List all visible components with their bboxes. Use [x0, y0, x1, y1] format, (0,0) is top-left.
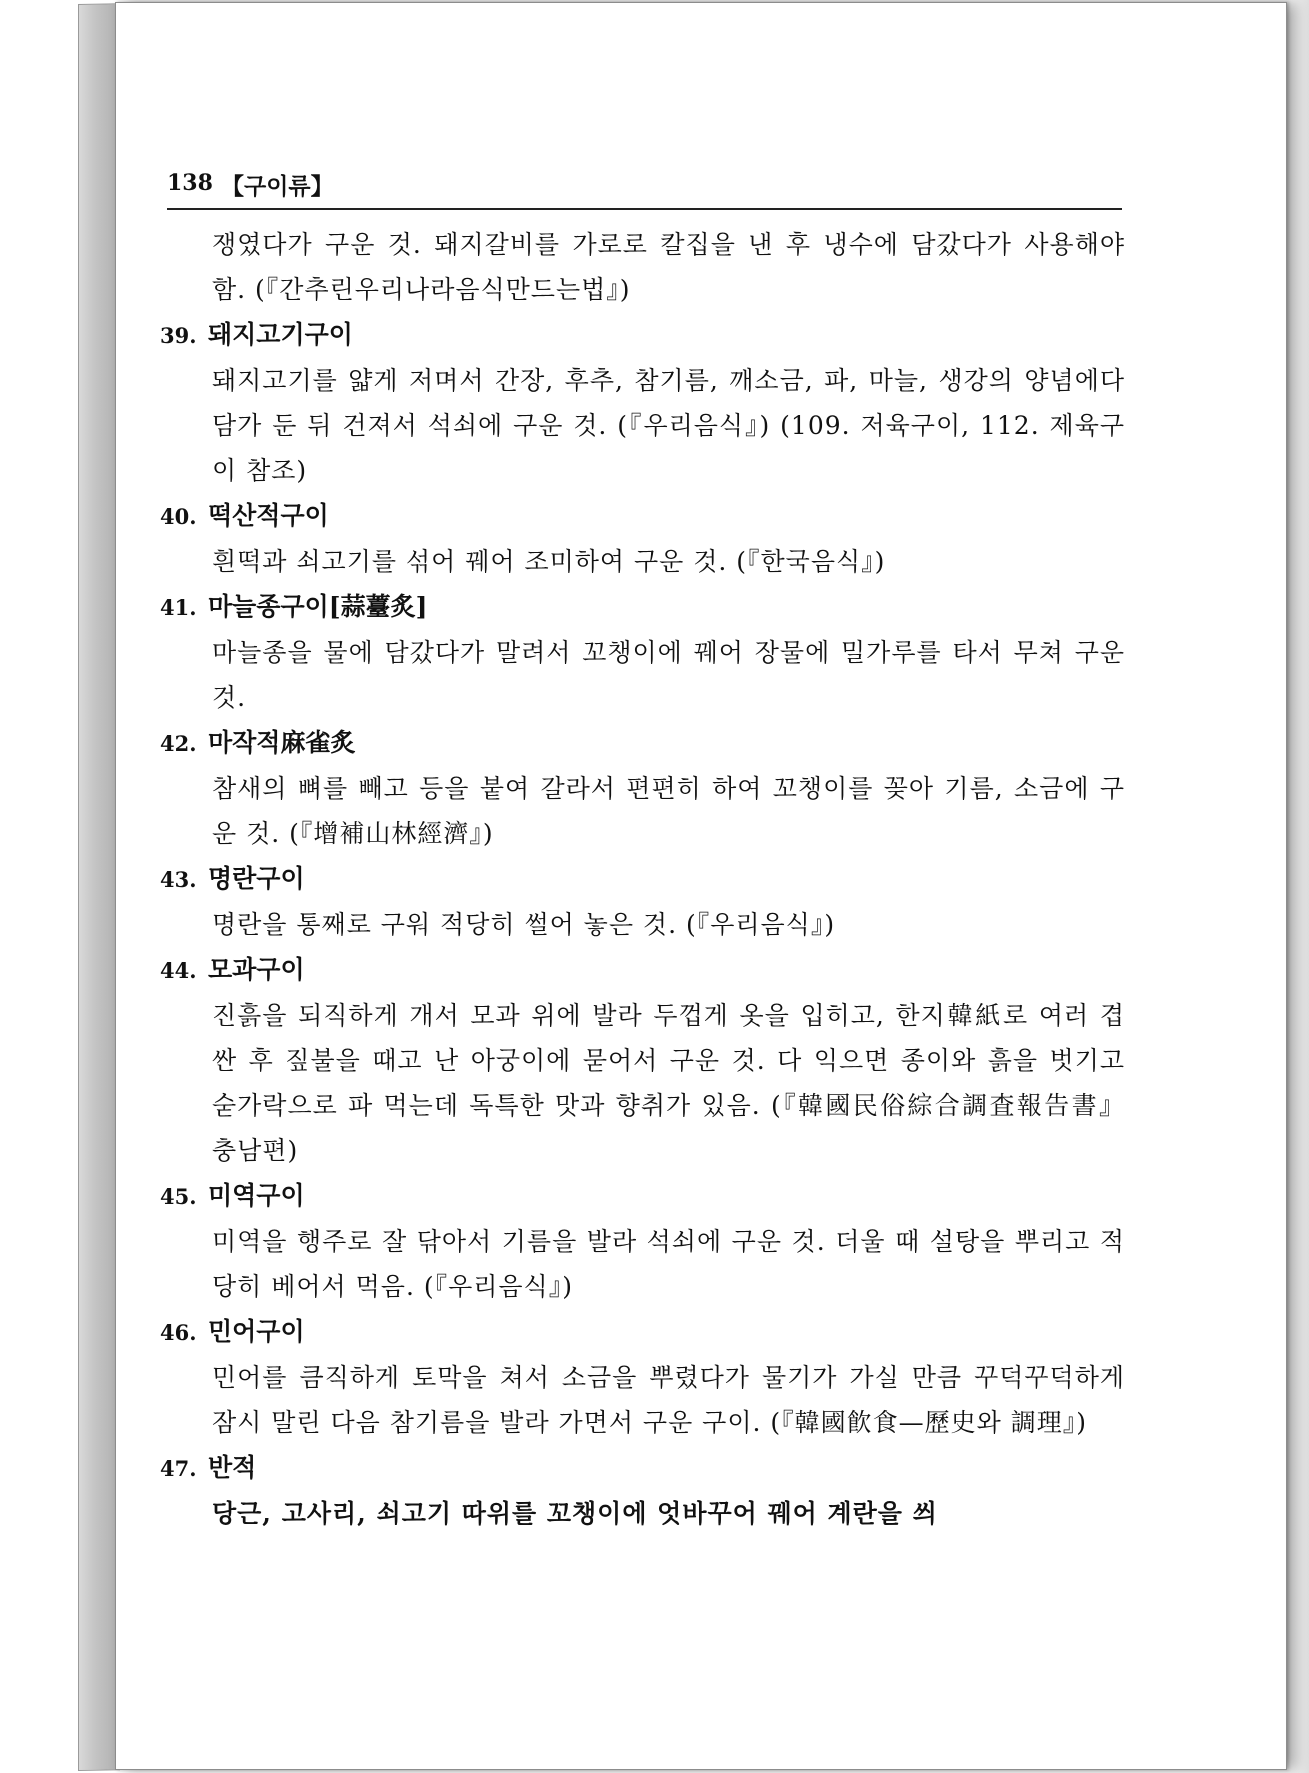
- entry-description: 당근, 고사리, 쇠고기 따위를 꼬챙이에 엇바꾸어 꿰어 계란을 씌: [212, 1499, 938, 1528]
- entry-number: 41.: [160, 595, 197, 620]
- entry-description: 마늘종을 물에 담갔다가 말려서 꼬챙이에 꿰어 장물에 밀가루를 타서 무쳐 구운 것.: [212, 638, 1125, 712]
- chapter-title: 【구이류】: [221, 173, 334, 200]
- entry-title: 반적: [208, 1453, 257, 1482]
- entry-number: 39.: [160, 323, 197, 348]
- continuation-paragraph: 쟁였다가 구운 것. 돼지갈비를 가로로 칼집을 낸 후 냉수에 담갔다가 사용해야 함. (『간추린우리나라음식만드는법』): [212, 230, 1125, 304]
- entry-description: 돼지고기를 얇게 저며서 간장, 후추, 참기름, 깨소금, 파, 마늘, 생강의 양념에다 담가 둔 뒤 건져서 석쇠에 구운 것. (『우리음식』) (109. 저육구이, 112. 제육구이 참조): [212, 366, 1125, 485]
- entry-40: [160, 493, 1125, 584]
- entry-title: 떡산적구이: [208, 501, 329, 530]
- page-shadow: [1285, 0, 1309, 1773]
- entry-number: 47.: [160, 1456, 197, 1481]
- entry-heading: [160, 1309, 1125, 1355]
- entry-number: 46.: [160, 1320, 197, 1345]
- entry-description: 진흙을 되직하게 개서 모과 위에 발라 두껍게 옷을 입히고, 한지韓紙로 여러 겹 싼 후 짚불을 때고 난 아궁이에 묻어서 구운 것. 다 익으면 종이와 흙을 벗기고 숟가락으로 파 먹는데 독특한 맛과 향취가 있음. (『韓國民俗綜合調査報告書』 충남편): [212, 1001, 1125, 1165]
- entry-43: [160, 856, 1125, 947]
- entry-title: 미역구이: [208, 1181, 305, 1210]
- entry-41: [160, 584, 1125, 720]
- entry-39: [160, 312, 1125, 493]
- entry-description: 미역을 행주로 잘 닦아서 기름을 발라 석쇠에 구운 것. 더울 때 설탕을 뿌리고 적당히 베어서 먹음. (『우리음식』): [212, 1227, 1125, 1301]
- entry-heading: [160, 584, 1125, 630]
- entry-46: [160, 1309, 1125, 1445]
- entry-heading: [160, 1173, 1125, 1219]
- entry-description: 흰떡과 쇠고기를 섞어 꿰어 조미하여 구운 것. (『한국음식』): [212, 547, 886, 576]
- entry-heading: [160, 1445, 1125, 1491]
- entry-description: 명란을 통째로 구워 적당히 썰어 놓은 것. (『우리음식』): [212, 910, 836, 939]
- entry-heading: [160, 856, 1125, 902]
- entry-heading: [160, 720, 1125, 766]
- entry-44: [160, 947, 1125, 1173]
- entry-heading: [160, 312, 1125, 358]
- entry-title: 모과구이: [208, 955, 305, 984]
- entry-title: 명란구이: [208, 864, 305, 893]
- entry-45: [160, 1173, 1125, 1309]
- book-page-edge: [78, 3, 120, 1771]
- entry-number: 42.: [160, 731, 197, 756]
- entry-47: [160, 1445, 1125, 1536]
- page-content: [160, 222, 1125, 1536]
- entry-42: [160, 720, 1125, 856]
- page-number: 138: [167, 170, 213, 196]
- entry-number: 40.: [160, 504, 197, 529]
- entry-title: 마늘종구이[蒜薹炙]: [208, 592, 428, 621]
- entry-description: 참새의 뼈를 빼고 등을 붙여 갈라서 편편히 하여 꼬챙이를 꽂아 기름, 소금에 구운 것. (『增補山林經濟』): [212, 774, 1125, 848]
- entry-title: 돼지고기구이: [208, 320, 353, 349]
- entry-heading: [160, 947, 1125, 993]
- entry-heading: [160, 493, 1125, 539]
- entry-description: 민어를 큼직하게 토막을 쳐서 소금을 뿌렸다가 물기가 가실 만큼 꾸덕꾸덕하게 잠시 말린 다음 참기름을 발라 가면서 구운 구이. (『韓國飮食—歷史와 調理』): [212, 1363, 1125, 1437]
- entry-number: 43.: [160, 867, 197, 892]
- entry-title: 민어구이: [208, 1317, 305, 1346]
- entry-number: 45.: [160, 1184, 197, 1209]
- page-header: [167, 168, 1122, 210]
- entry-number: 44.: [160, 958, 197, 983]
- entry-title: 마작적麻雀炙: [208, 728, 356, 757]
